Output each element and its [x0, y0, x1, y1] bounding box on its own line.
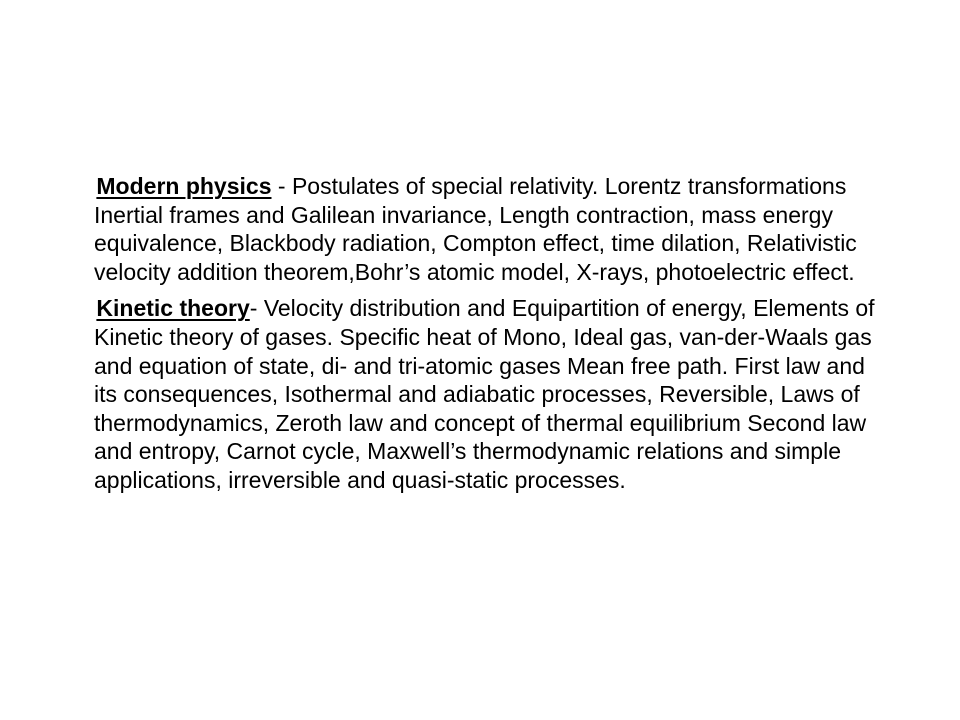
modern-physics-body: - Postulates of special relativity. Lorentz transformations Inertial frames and Galilean invariance, Length contraction, mass energy equivalence, Blackbody radiation, Compton effect, time dilation, Relativistic velocity addition theorem,Bohr’s atomic model, X-rays, photoelectric effect.	[94, 173, 857, 285]
kinetic-theory-heading: Kinetic theory	[96, 295, 250, 322]
modern-physics-paragraph	[94, 172, 884, 286]
kinetic-theory-body: - Velocity distribution and Equipartition of energy, Elements of Kinetic theory of gases. Specific heat of Mono, Ideal gas, van-der-Waals gas and equation of state, di- and tri-atomic gases Mean free path. First law and its consequences, Isothermal and adiabatic processes, Reversible, Laws of thermodynamics, Zeroth law and concept of thermal equilibrium Second law and entropy, Carnot cycle, Maxwell’s thermodynamic relations and simple applications, irreversible and quasi-static processes.	[94, 295, 875, 493]
kinetic-theory-paragraph	[94, 294, 884, 494]
slide-content	[94, 172, 884, 495]
modern-physics-heading: Modern physics	[96, 173, 272, 199]
